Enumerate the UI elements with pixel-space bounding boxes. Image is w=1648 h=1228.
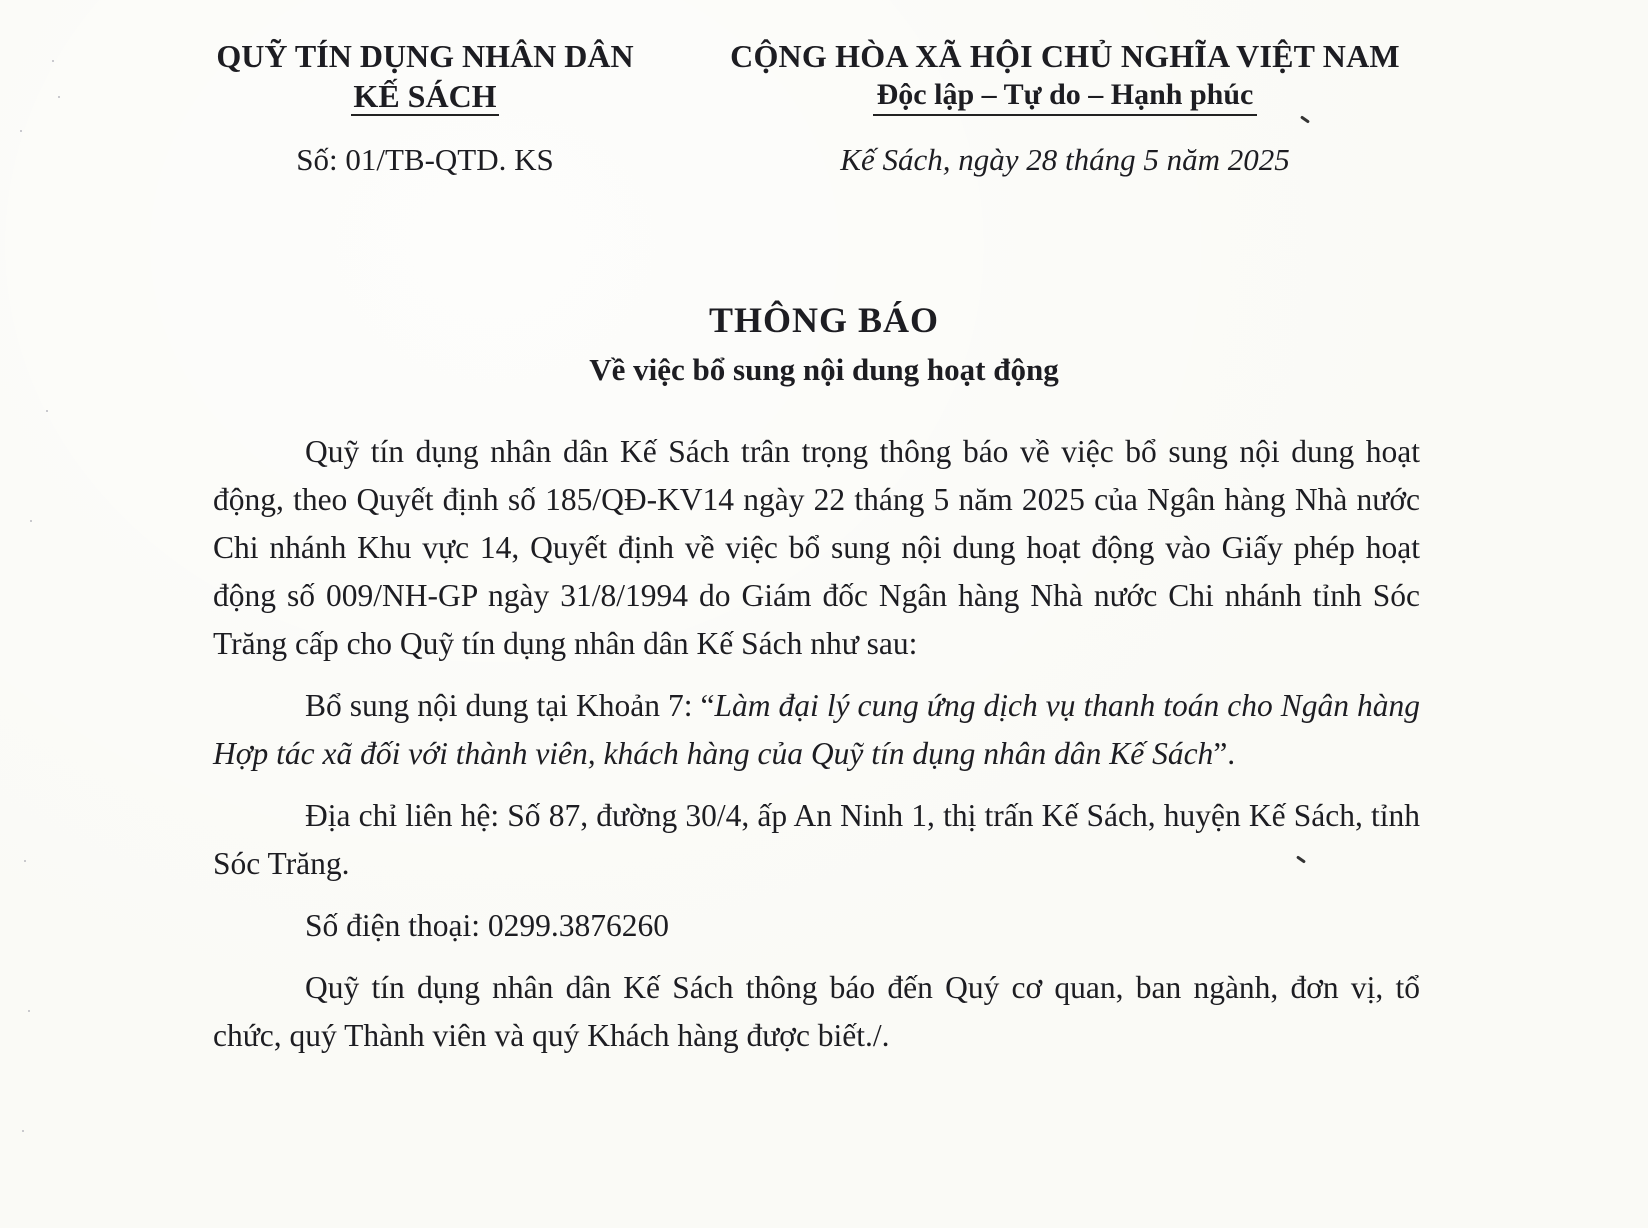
- org-name-line2: KẾ SÁCH: [353, 78, 497, 114]
- body-paragraph-phone: Số điện thoại: 0299.3876260: [305, 908, 669, 943]
- scan-speck: [24, 860, 26, 862]
- body-paragraph-amendment: [213, 682, 1420, 778]
- amendment-prefix: Bổ sung nội dung tại Khoản 7: “: [305, 688, 715, 723]
- scan-speck: [20, 130, 22, 132]
- scan-speck: [22, 1130, 24, 1132]
- amendment-suffix: ”.: [1213, 736, 1236, 771]
- scan-mark: [1300, 115, 1310, 123]
- org-name-line1: QUỸ TÍN DỤNG NHÂN DÂN: [216, 38, 634, 74]
- body-paragraph-closing: Quỹ tín dụng nhân dân Kế Sách thông báo đến Quý cơ quan, ban ngành, đơn vị, tổ chức, quý Thành viên và quý Khách hàng được biết./.: [213, 970, 1420, 1053]
- scan-speck: [28, 1010, 30, 1012]
- scan-speck: [58, 96, 60, 98]
- place-and-date: Kế Sách, ngày 28 tháng 5 năm 2025: [840, 142, 1290, 177]
- nation-title: CỘNG HÒA XÃ HỘI CHỦ NGHĨA VIỆT NAM: [730, 38, 1400, 74]
- body-paragraph-intro: Quỹ tín dụng nhân dân Kế Sách trân trọng thông báo về việc bổ sung nội dung hoạt động, theo Quyết định số 185/QĐ-KV14 ngày 22 tháng 5 năm 2025 của Ngân hàng Nhà nước Chi nhánh Khu vực 14, Quyết định về việc bổ sung nội dung hoạt động vào Giấy phép hoạt động số 009/NH-GP ngày 31/8/1994 do Giám đốc Ngân hàng Nhà nước Chi nhánh tỉnh Sóc Trăng cấp cho Quỹ tín dụng nhân dân Kế Sách như sau:: [213, 434, 1420, 661]
- scan-speck: [46, 410, 48, 412]
- scan-speck: [52, 60, 54, 62]
- national-header: [690, 36, 1440, 116]
- document-title: THÔNG BÁO: [708, 300, 940, 340]
- issuing-organization: [190, 36, 660, 116]
- scan-speck: [30, 520, 32, 522]
- document-body: [213, 428, 1420, 1074]
- body-paragraph-address: Địa chỉ liên hệ: Số 87, đường 30/4, ấp An Ninh 1, thị trấn Kế Sách, huyện Kế Sách, tỉnh Sóc Trăng.: [213, 798, 1420, 881]
- amendment-quote: Làm đại lý cung ứng dịch vụ thanh toán cho Ngân hàng Hợp tác xã đối với thành viên, khách hàng của Quỹ tín dụng nhân dân Kế Sách: [213, 688, 1420, 771]
- national-motto: Độc lập – Tự do – Hạnh phúc: [873, 76, 1258, 116]
- document-subtitle: Về việc bổ sung nội dung hoạt động: [589, 352, 1059, 387]
- document-number: Số: 01/TB-QTD. KS: [296, 142, 554, 177]
